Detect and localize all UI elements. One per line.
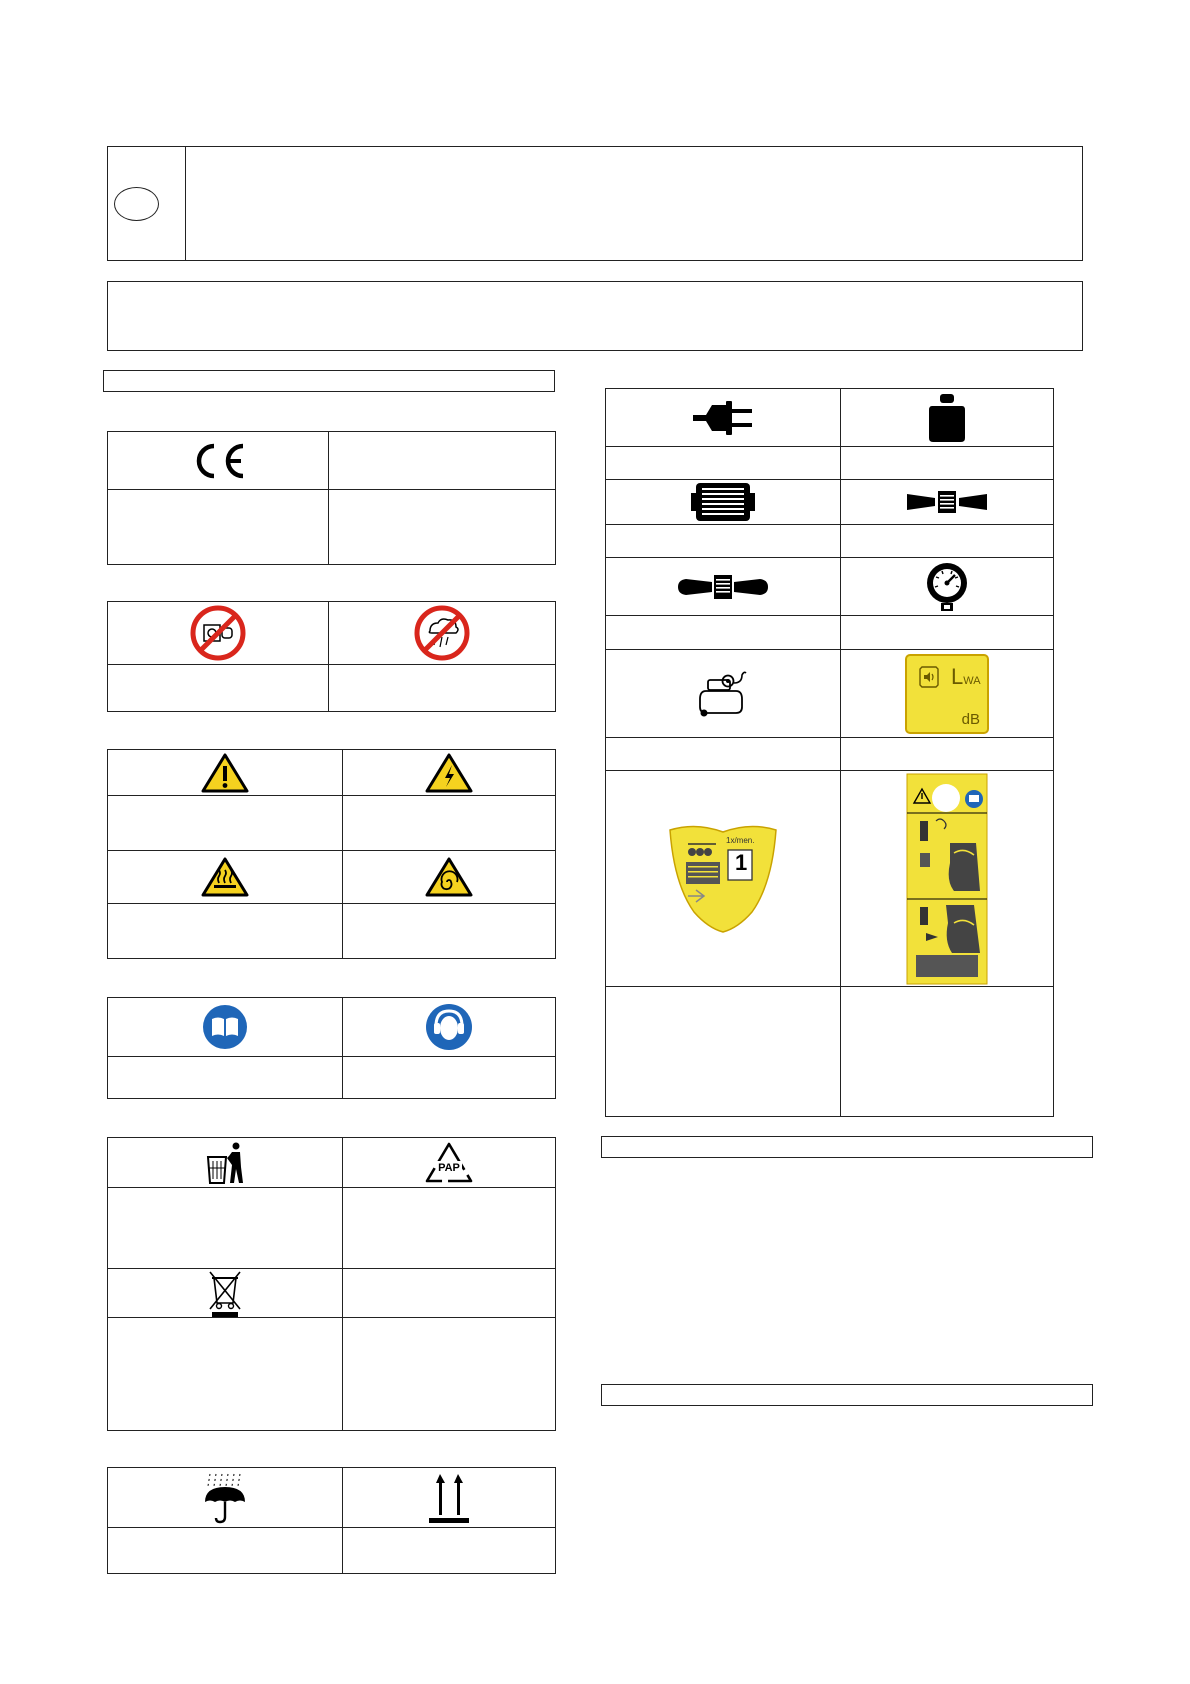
warning-table	[107, 749, 556, 959]
empty-cell	[343, 1318, 556, 1431]
safety-instruction-label-icon	[906, 773, 988, 985]
ce-cell	[108, 432, 329, 490]
maintenance-label-icon	[666, 824, 780, 934]
electric-shock-cell	[343, 750, 556, 796]
svg-text:PAP: PAP	[438, 1161, 460, 1174]
weee-bin-icon	[205, 1269, 245, 1317]
motor-cell	[606, 480, 841, 525]
conformity-table	[107, 431, 556, 565]
empty-cell	[606, 738, 841, 771]
right-section-title-bar-2	[601, 1384, 1093, 1406]
air-intake-icon	[676, 572, 770, 602]
packaging-table	[107, 1467, 556, 1574]
empty-cell	[108, 796, 343, 851]
general-warning-icon	[200, 752, 250, 794]
empty-cell	[606, 447, 841, 480]
pap-recycle-cell	[343, 1138, 556, 1188]
hot-surface-icon	[200, 856, 250, 898]
electric-shock-icon	[424, 752, 474, 794]
sound-power-icon	[905, 654, 989, 734]
motor-icon	[690, 481, 756, 523]
spec-symbol-table	[605, 388, 1054, 1117]
empty-cell	[108, 1057, 343, 1099]
empty-cell	[841, 525, 1054, 558]
weight-cell	[841, 389, 1054, 447]
maintenance-label-cell	[606, 771, 841, 987]
header-badge-cell	[108, 147, 186, 260]
left-section-title-bar	[103, 370, 555, 392]
compressor-icon	[696, 669, 750, 719]
compressor-cell	[606, 650, 841, 738]
read-manual-cell	[108, 998, 343, 1057]
keep-dry-cell	[108, 1468, 343, 1528]
empty-cell	[343, 1057, 556, 1099]
sound-power-cell	[841, 650, 1054, 738]
no-rain-cell	[329, 602, 556, 665]
empty-cell	[108, 904, 343, 959]
pressure-gauge-icon	[924, 561, 970, 613]
empty-cell	[841, 987, 1054, 1117]
empty-cell	[841, 616, 1054, 650]
power-plug-icon	[690, 395, 756, 441]
ear-protection-cell	[343, 998, 556, 1057]
empty-cell	[343, 904, 556, 959]
pressure-gauge-cell	[841, 558, 1054, 616]
speaker-icon	[917, 666, 939, 688]
right-section-title-bar-1	[601, 1136, 1093, 1158]
empty-cell	[108, 490, 329, 565]
empty-cell	[343, 1269, 556, 1318]
automatic-start-icon	[424, 856, 474, 898]
litter-bin-cell	[108, 1138, 343, 1188]
empty-cell	[343, 1528, 556, 1574]
litter-bin-icon	[203, 1141, 247, 1185]
no-unattended-cell	[108, 602, 329, 665]
disposal-table	[107, 1137, 556, 1431]
language-badge	[114, 187, 159, 221]
lwa-letter: L	[951, 663, 964, 689]
header-notice-box	[107, 146, 1083, 261]
lwa-subscript: WA	[963, 674, 981, 687]
weight-icon	[927, 392, 967, 444]
empty-cell	[108, 1318, 343, 1431]
mandatory-table	[107, 997, 556, 1099]
empty-cell	[343, 796, 556, 851]
no-unattended-icon	[190, 605, 246, 661]
read-manual-icon	[201, 1003, 249, 1051]
note-box	[107, 281, 1083, 351]
ear-protection-icon	[424, 1002, 474, 1052]
air-output-icon	[905, 488, 989, 516]
prohibition-table	[107, 601, 556, 712]
ce-mark-icon	[188, 440, 248, 482]
power-plug-cell	[606, 389, 841, 447]
no-rain-icon	[414, 605, 470, 661]
empty-cell	[841, 738, 1054, 771]
this-way-up-cell	[343, 1468, 556, 1528]
maintenance-interval-text: 1x/men.	[726, 835, 755, 845]
empty-cell	[329, 490, 556, 565]
empty-cell	[108, 1188, 343, 1269]
keep-dry-icon	[202, 1472, 248, 1524]
empty-cell	[343, 1188, 556, 1269]
hot-surface-cell	[108, 851, 343, 904]
air-output-cell	[841, 480, 1054, 525]
maintenance-interval-digit: 1	[735, 849, 748, 875]
empty-cell	[606, 987, 841, 1117]
automatic-start-cell	[343, 851, 556, 904]
air-intake-cell	[606, 558, 841, 616]
weee-bin-cell	[108, 1269, 343, 1318]
empty-cell	[108, 665, 329, 712]
empty-cell	[841, 447, 1054, 480]
this-way-up-icon	[427, 1471, 471, 1525]
ce-description-cell	[329, 432, 556, 490]
empty-cell	[606, 616, 841, 650]
empty-cell	[329, 665, 556, 712]
safety-instruction-label-cell	[841, 771, 1054, 987]
empty-cell	[606, 525, 841, 558]
pap-recycle-icon	[423, 1141, 475, 1185]
empty-cell	[108, 1528, 343, 1574]
general-warning-cell	[108, 750, 343, 796]
db-label: dB	[961, 710, 980, 728]
